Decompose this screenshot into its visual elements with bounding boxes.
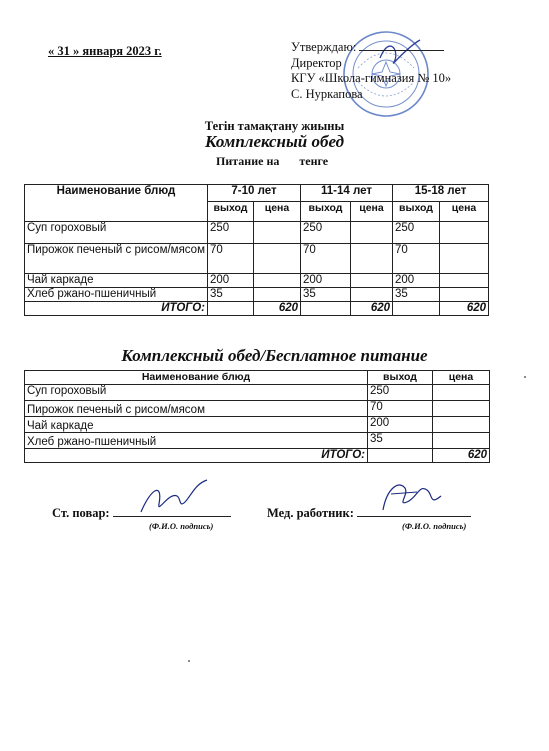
total-row <box>25 449 490 463</box>
dish-price <box>440 244 489 274</box>
dish-output: 35 <box>368 433 433 449</box>
menu1-sub-out: выход <box>393 202 440 222</box>
menu1-header-name: Наименование блюд <box>25 185 208 222</box>
dish-output: 200 <box>368 417 433 433</box>
dish-price <box>351 222 393 244</box>
table-row <box>25 433 490 449</box>
dish-output: 70 <box>393 244 440 274</box>
menu1-sub-price: цена <box>351 202 393 222</box>
table-row <box>25 288 489 302</box>
dish-output: 250 <box>393 222 440 244</box>
total-price: 620 <box>433 449 490 463</box>
menu1-sub-price: цена <box>440 202 489 222</box>
total-price: 620 <box>254 302 301 316</box>
scan-speck <box>524 376 526 378</box>
dish-name: Пирожок печеный с рисом/мясом <box>25 244 208 274</box>
med-hint: (Ф.И.О. подпись) <box>402 521 467 531</box>
cook-label: Ст. повар: <box>52 506 110 520</box>
dish-name: Чай каркаде <box>25 417 368 433</box>
dish-price <box>440 222 489 244</box>
approve-name: С. Нуркапова <box>291 86 363 101</box>
dish-output: 35 <box>393 288 440 302</box>
approve-label: Утверждаю: <box>291 40 357 54</box>
menu1-header-age-3: 15-18 лет <box>393 185 489 202</box>
table-row <box>25 401 490 417</box>
dish-price <box>440 288 489 302</box>
document-date: « 31 » января 2023 г. <box>48 44 162 58</box>
menu2-title: Комплексный обед/Бесплатное питание <box>121 346 428 365</box>
dish-name: Суп гороховый <box>25 385 368 401</box>
total-row <box>25 302 489 316</box>
dish-output: 200 <box>301 274 351 288</box>
dish-output: 35 <box>208 288 254 302</box>
dish-price <box>440 274 489 288</box>
approve-position: Директор <box>291 55 342 70</box>
total-label: ИТОГО: <box>25 449 368 463</box>
dish-price <box>254 244 301 274</box>
menu2-header-name: Наименование блюд <box>25 371 368 385</box>
dish-name: Чай каркаде <box>25 274 208 288</box>
total-output <box>393 302 440 316</box>
dish-name: Хлеб ржано-пшеничный <box>25 288 208 302</box>
med-signature-scribble <box>377 476 447 518</box>
cook-hint: (Ф.И.О. подпись) <box>149 521 214 531</box>
dish-price <box>433 433 490 449</box>
menu1-header-age-2: 11-14 лет <box>301 185 393 202</box>
approve-signature-line <box>359 50 444 51</box>
dish-output: 35 <box>301 288 351 302</box>
cook-signature-scribble <box>133 478 213 518</box>
menu2-header-out: выход <box>368 371 433 385</box>
menu1-header-age-1: 7-10 лет <box>208 185 301 202</box>
dish-name: Суп гороховый <box>25 222 208 244</box>
total-price: 620 <box>440 302 489 316</box>
menu1-title: Комплексный обед <box>204 132 345 151</box>
med-signature-block <box>267 506 471 531</box>
total-output <box>368 449 433 463</box>
dish-output: 250 <box>301 222 351 244</box>
dish-price <box>351 288 393 302</box>
scan-speck <box>188 660 190 662</box>
menu2-table <box>24 370 490 463</box>
menu1-subtitle-b: тенге <box>299 154 329 168</box>
dish-name: Пирожок печеный с рисом/мясом <box>25 401 368 417</box>
table-row <box>25 274 489 288</box>
total-output <box>301 302 351 316</box>
table-row <box>25 244 489 274</box>
dish-output: 70 <box>208 244 254 274</box>
dish-price <box>351 244 393 274</box>
dish-price <box>351 274 393 288</box>
dish-price <box>433 401 490 417</box>
menu2-header-price: цена <box>433 371 490 385</box>
dish-price <box>433 417 490 433</box>
dish-output: 250 <box>208 222 254 244</box>
menu1-sub-price: цена <box>254 202 301 222</box>
menu1-table <box>24 184 489 316</box>
dish-name: Хлеб ржано-пшеничный <box>25 433 368 449</box>
menu1-sub-out: выход <box>301 202 351 222</box>
menu1-sub-out: выход <box>208 202 254 222</box>
dish-output: 200 <box>393 274 440 288</box>
dish-price <box>254 274 301 288</box>
menu1-subtitle-a: Питание на <box>216 154 280 168</box>
dish-output: 70 <box>301 244 351 274</box>
approve-organization: КГУ «Школа-гимназия № 10» <box>291 71 452 85</box>
menu1-subtitle <box>216 154 348 169</box>
cook-signature-line <box>113 506 231 517</box>
table-row <box>25 222 489 244</box>
total-label: ИТОГО: <box>25 302 208 316</box>
dish-price <box>254 288 301 302</box>
approval-block <box>291 40 451 102</box>
dish-price <box>433 385 490 401</box>
med-signature-line <box>357 506 471 517</box>
cook-signature-block <box>52 506 231 531</box>
dish-output: 70 <box>368 401 433 417</box>
table-row <box>25 385 490 401</box>
kz-heading: Тегін тамақтану жиыны <box>204 119 345 133</box>
med-label: Мед. работник: <box>267 506 354 520</box>
total-output <box>208 302 254 316</box>
dish-output: 200 <box>208 274 254 288</box>
dish-price <box>254 222 301 244</box>
table-row <box>25 417 490 433</box>
dish-output: 250 <box>368 385 433 401</box>
total-price: 620 <box>351 302 393 316</box>
